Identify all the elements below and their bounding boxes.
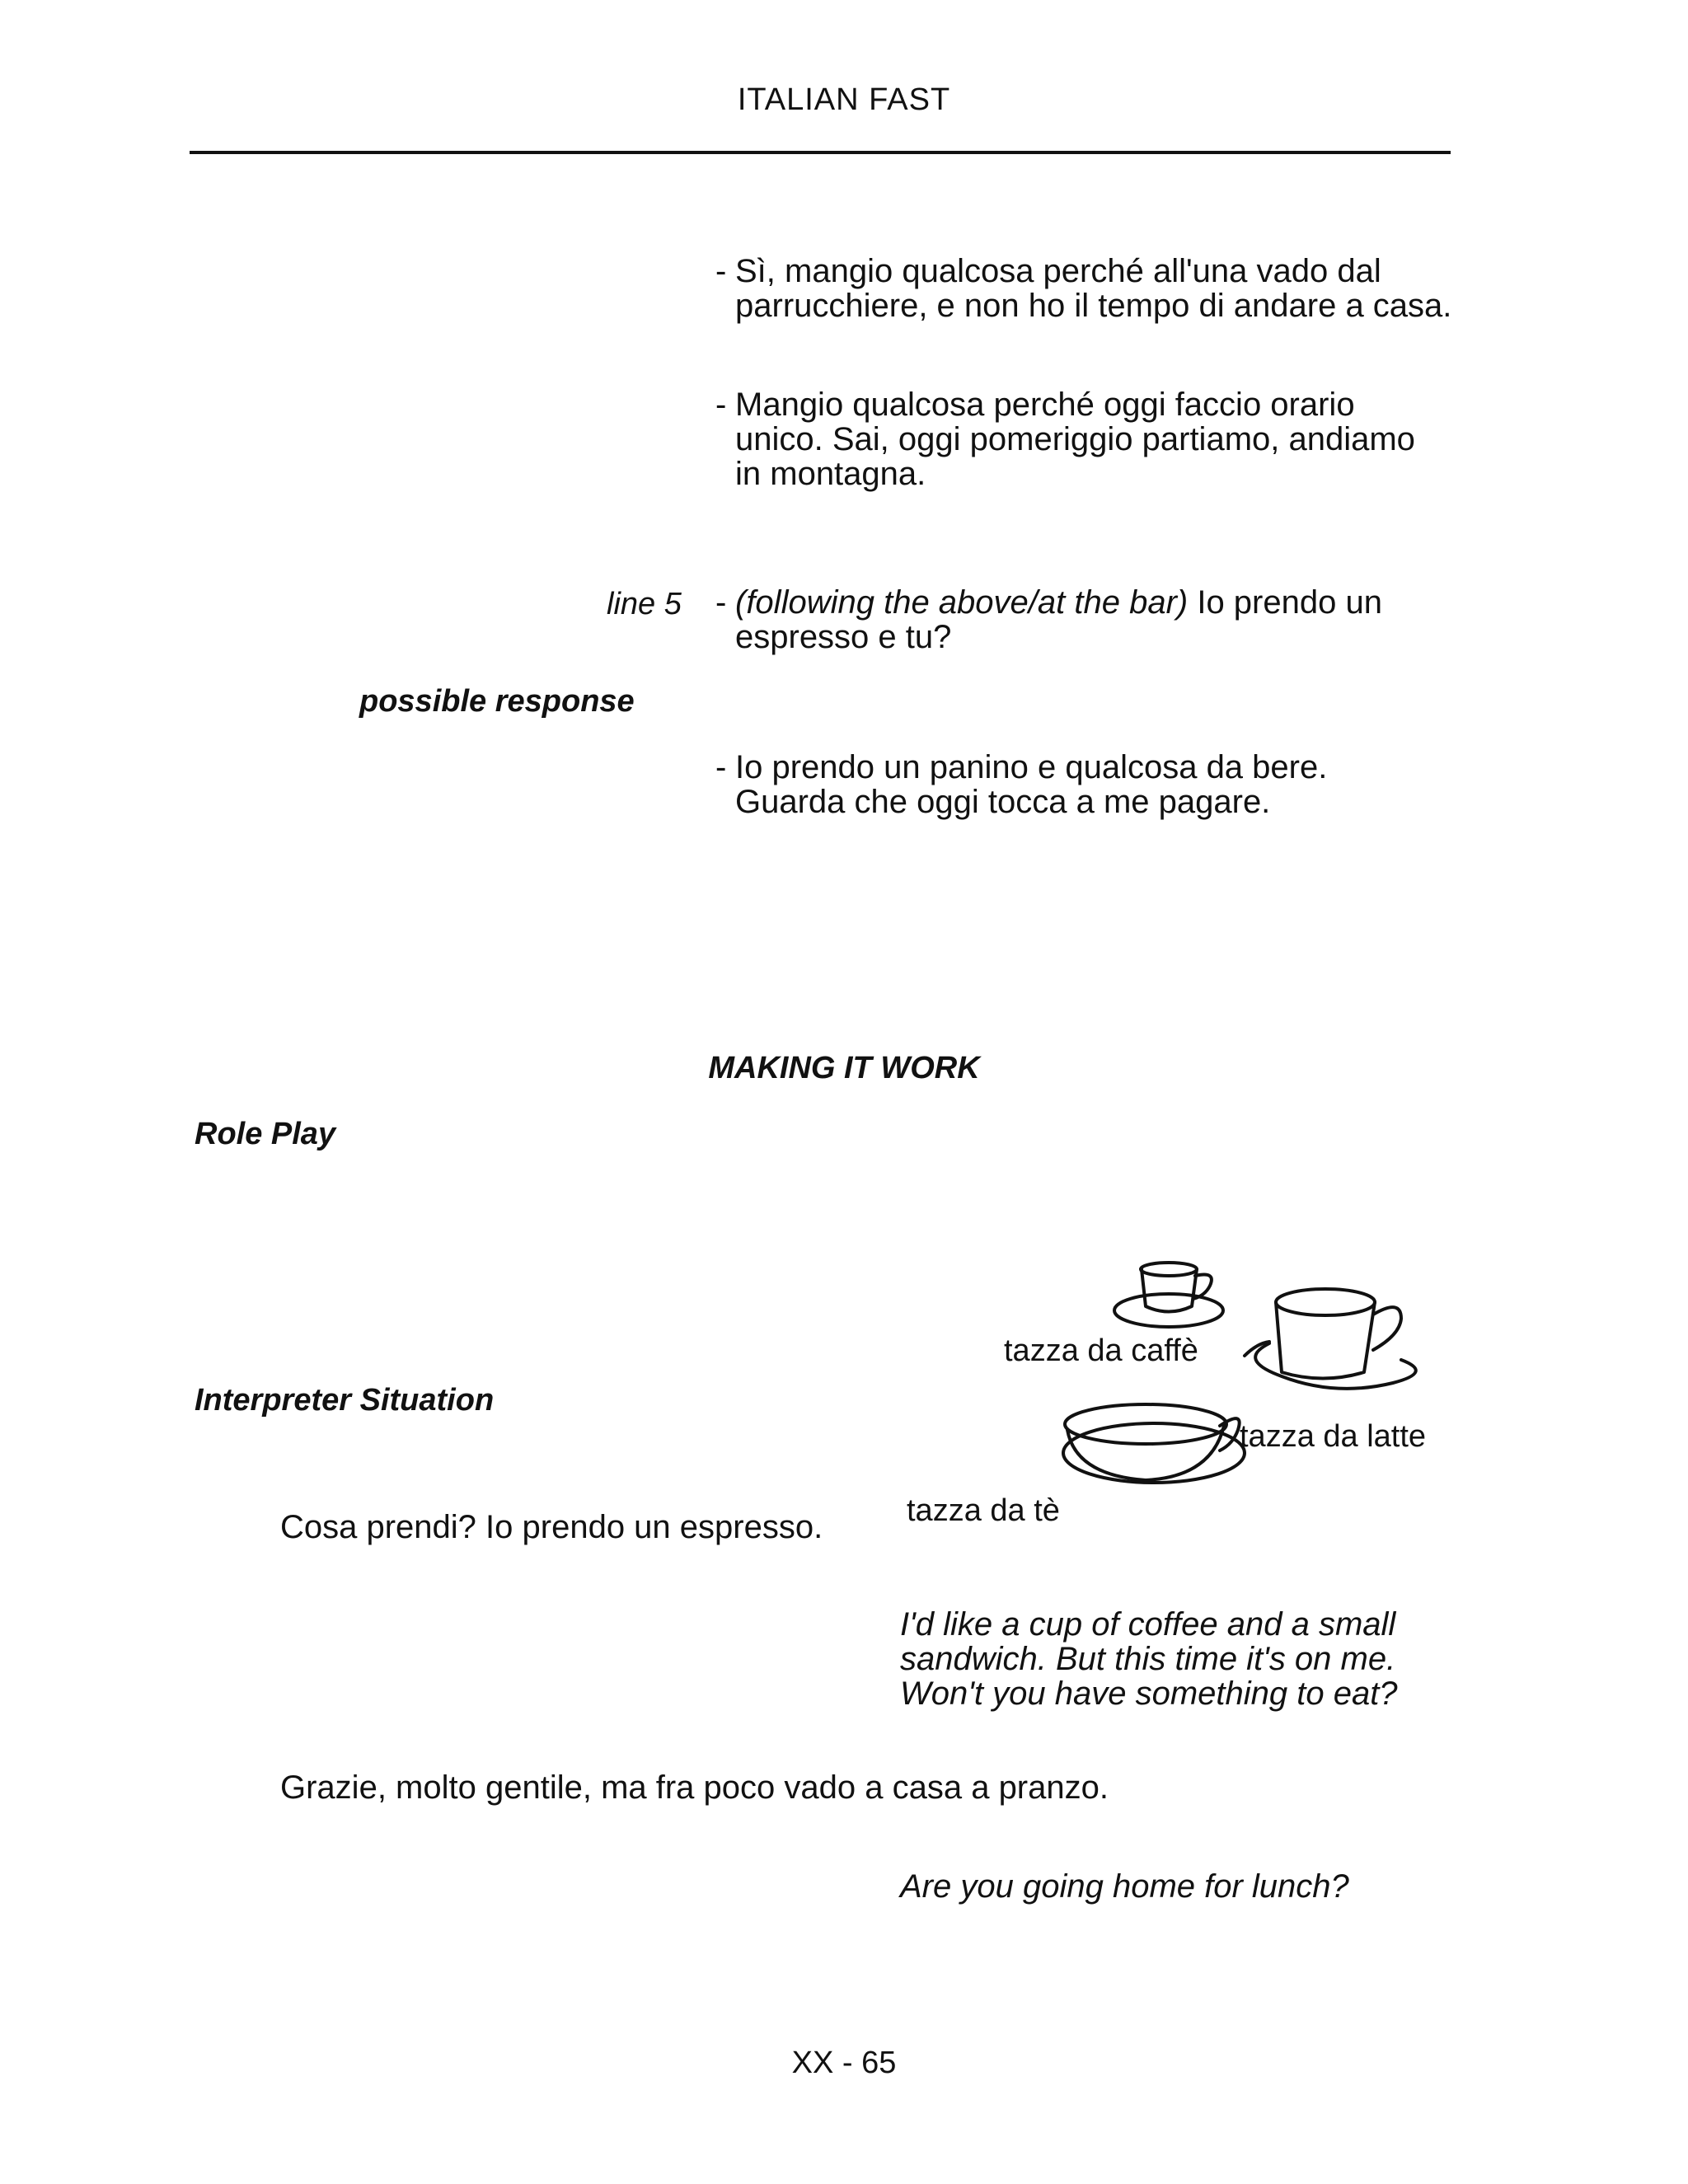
possible-response-line-2: Guarda che oggi tocca a me pagare. [735, 784, 1271, 820]
possible-response-label: possible response [359, 684, 635, 719]
dialogue-english-2: Are you going home for lunch? [900, 1868, 1349, 1905]
interpreter-situation-heading: Interpreter Situation [195, 1383, 495, 1418]
possible-response-line-1: Io prendo un panino e qualcosa da bere. [735, 749, 1328, 785]
role-play-heading: Role Play [195, 1117, 336, 1151]
dialogue-english-1-line-3: Won't you have something to eat? [900, 1675, 1398, 1712]
line-5-text: - (following the above/at the bar) Io prendo un espresso e tu? [715, 585, 1474, 654]
response-1: - Sì, mangio qualcosa perché all'una vado dal parrucchiere, e non ho il tempo di andare a casa. [715, 254, 1474, 323]
label-tazza-da-te: tazza da tè [907, 1493, 1060, 1528]
line-5-utterance: Io prendo un [1188, 584, 1382, 621]
page-header-title: ITALIAN FAST [737, 82, 951, 117]
dialogue-english-1-line-2: sandwich. But this time it's on me. [900, 1641, 1396, 1677]
response-1-line-1: Sì, mangio qualcosa perché all'una vado dal [735, 253, 1381, 289]
latte-cup-rim [1276, 1289, 1375, 1315]
response-2-line-1: Mangio qualcosa perché oggi faccio orario [735, 387, 1355, 423]
response-2: - Mangio qualcosa perché oggi faccio orario unico. Sai, oggi pomeriggio partiamo, andiamo in montagna. [715, 387, 1474, 491]
label-tazza-da-caffe: tazza da caffè [1004, 1333, 1198, 1368]
latte-cup-handle [1373, 1307, 1401, 1350]
tea-cup-body [1067, 1426, 1224, 1480]
latte-cup-body [1276, 1302, 1375, 1379]
header-divider [190, 151, 1451, 154]
dialogue-english-1-line-1: I'd like a cup of coffee and a small [900, 1606, 1396, 1643]
response-1-line-2: parrucchiere, e non ho il tempo di andare a casa. [735, 288, 1452, 324]
response-2-line-3: in montagna. [735, 456, 926, 492]
page-number: XX - 65 [791, 2046, 897, 2080]
cups-drawing [907, 1253, 1500, 1525]
dialogue-english-1 [900, 1607, 1477, 1711]
cups-illustration [907, 1253, 1500, 1525]
dialogue-italian-2: Grazie, molto gentile, ma fra poco vado a casa a pranzo. [280, 1769, 1109, 1806]
label-tazza-da-latte: tazza da latte [1240, 1419, 1427, 1454]
dialogue-italian-1: Cosa prendi? Io prendo un espresso. [280, 1509, 823, 1545]
response-2-line-2: unico. Sai, oggi pomeriggio partiamo, andiamo [735, 421, 1415, 457]
section-title: MAKING IT WORK [708, 1051, 980, 1085]
line-5-label: line 5 [607, 587, 682, 621]
line-5-line-2: espresso e tu? [735, 619, 952, 655]
espresso-cup-rim [1141, 1263, 1197, 1276]
possible-response-text: - Io prendo un panino e qualcosa da bere. Guarda che oggi tocca a me pagare. [715, 750, 1474, 819]
line-5-context: (following the above/at the bar) [735, 584, 1189, 621]
